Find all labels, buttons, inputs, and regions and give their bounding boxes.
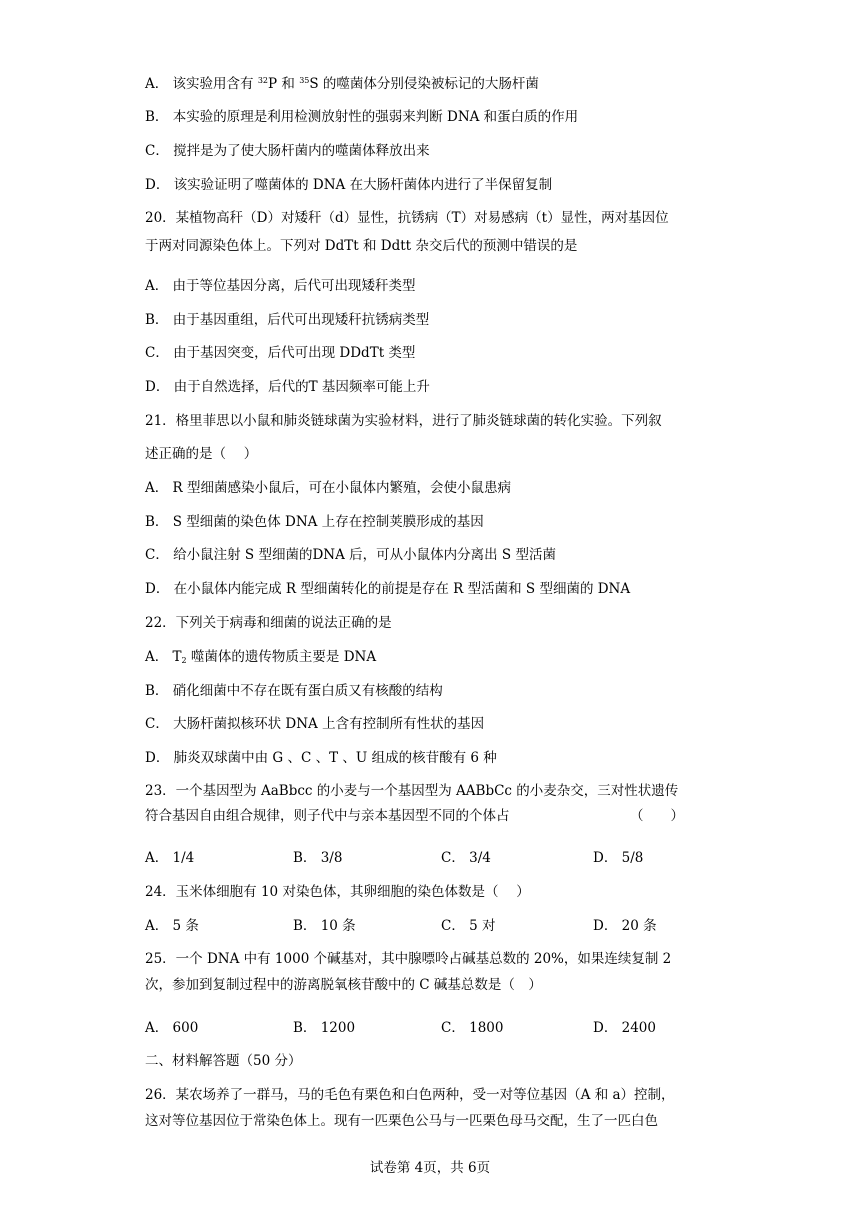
q20-option-c: C． 由于基因突变，后代可出现 DDdTt 类型 [145, 345, 416, 361]
q19-option-a-sup1: 32 [257, 76, 269, 85]
q23-option-a: A． 1/4 [145, 850, 195, 866]
q20-option-a: A． 由于等位基因分离，后代可出现矮秆类型 [145, 278, 416, 294]
q23-answer-paren: （ ） [630, 808, 684, 824]
q22-option-a-suffix: 噬菌体的遗传物质主要是 DNA [186, 649, 377, 665]
q23-option-c: C． 3/4 [441, 850, 491, 866]
q21-option-d: D． 在小鼠体内能完成 R 型细菌转化的前提是存在 R 型活菌和 S 型细菌的 DNA [145, 581, 631, 597]
q20-stem-line1: 20．某植物高秆（D）对矮秆（d）显性，抗锈病（T）对易感病（t）显性，两对基因位 [145, 210, 669, 226]
q22-option-a [145, 647, 376, 667]
q25-option-a: A． 600 [145, 1020, 199, 1036]
q25-stem-line2: 次，参加到复制过程中的游离脱氧核苷酸中的 C 碱基总数是（ ） [145, 977, 542, 993]
q24-stem: 24．玉米体细胞有 10 对染色体，其卵细胞的染色体数是（ ） [145, 884, 530, 900]
q21-option-c: C． 给小鼠注射 S 型细菌的DNA 后，可从小鼠体内分离出 S 型活菌 [145, 547, 556, 563]
q22-option-a-prefix: A． T [145, 649, 182, 665]
q19-option-b: B． 本实验的原理是利用检测放射性的强弱来判断 DNA 和蛋白质的作用 [145, 109, 579, 125]
q23-option-d: D． 5/8 [593, 850, 644, 866]
section-heading: 二、材料解答题（50 分） [145, 1053, 302, 1069]
q21-option-b: B． S 型细菌的染色体 DNA 上存在控制荚膜形成的基因 [145, 514, 484, 530]
q26-stem-line1: 26．某农场养了一群马，马的毛色有栗色和白色两种，受一对等位基因（A 和 a）控制， [145, 1087, 675, 1103]
q22-option-b: B． 硝化细菌中不存在既有蛋白质又有核酸的结构 [145, 683, 443, 699]
q21-option-a: A． R 型细菌感染小鼠后，可在小鼠体内繁殖，会使小鼠患病 [145, 480, 511, 496]
q22-option-c: C． 大肠杆菌拟核环状 DNA 上含有控制所有性状的基因 [145, 716, 485, 732]
q25-stem-line1: 25．一个 DNA 中有 1000 个碱基对，其中腺嘌呤占碱基总数的 20%，如果连续复制 2 [145, 951, 672, 967]
q25-option-d: D． 2400 [593, 1020, 656, 1036]
q23-stem-line2: 符合基因自由组合规律，则子代中与亲本基因型不同的个体占 [145, 808, 510, 824]
q25-option-b: B． 1200 [293, 1020, 356, 1036]
q26-stem-line2: 这对等位基因位于常染色体上。现有一匹栗色公马与一匹栗色母马交配，生了一匹白色 [145, 1113, 658, 1129]
q23-option-b: B． 3/8 [293, 850, 343, 866]
q19-option-a-mid: P 和 [268, 76, 300, 92]
q20-option-b: B． 由于基因重组，后代可出现矮秆抗锈病类型 [145, 312, 430, 328]
q22-option-a-sub: 2 [181, 656, 187, 665]
q24-option-b: B． 10 条 [293, 918, 356, 934]
page-footer: 试卷第 4页，共 6页 [369, 1160, 491, 1176]
q24-option-a: A． 5 条 [145, 918, 199, 934]
q20-option-d: D． 由于自然选择，后代的T 基因频率可能上升 [145, 379, 430, 395]
q22-option-d: D． 肺炎双球菌中由 G 、C 、T 、U 组成的核苷酸有 6 种 [145, 750, 497, 766]
q19-option-c: C． 搅拌是为了使大肠杆菌内的噬菌体释放出来 [145, 143, 430, 159]
q19-option-a-suffix: S 的噬菌体分别侵染被标记的大肠杆菌 [309, 76, 539, 92]
q19-option-d: D． 该实验证明了噬菌体的 DNA 在大肠杆菌体内进行了半保留复制 [145, 177, 553, 193]
q19-option-a-sup2: 35 [299, 76, 310, 85]
q25-option-c: C． 1800 [441, 1020, 504, 1036]
q24-option-d: D． 20 条 [593, 918, 657, 934]
q21-stem-line2: 述正确的是（ ） [145, 446, 258, 462]
q19-option-a-prefix: A． 该实验用含有 [145, 76, 258, 92]
q22-stem: 22．下列关于病毒和细菌的说法正确的是 [145, 615, 392, 631]
q21-stem-line1: 21．格里菲思以小鼠和肺炎链球菌为实验材料，进行了肺炎链球菌的转化实验。下列叙 [145, 413, 662, 429]
q19-option-a [145, 74, 539, 94]
q23-stem-line1: 23．一个基因型为 AaBbcc 的小麦与一个基因型为 AABbCc 的小麦杂交，三对性状遗传 [145, 783, 679, 799]
q24-option-c: C． 5 对 [441, 918, 496, 934]
q20-stem-line2: 于两对同源染色体上。下列对 DdTt 和 Ddtt 杂交后代的预测中错误的是 [145, 238, 578, 254]
